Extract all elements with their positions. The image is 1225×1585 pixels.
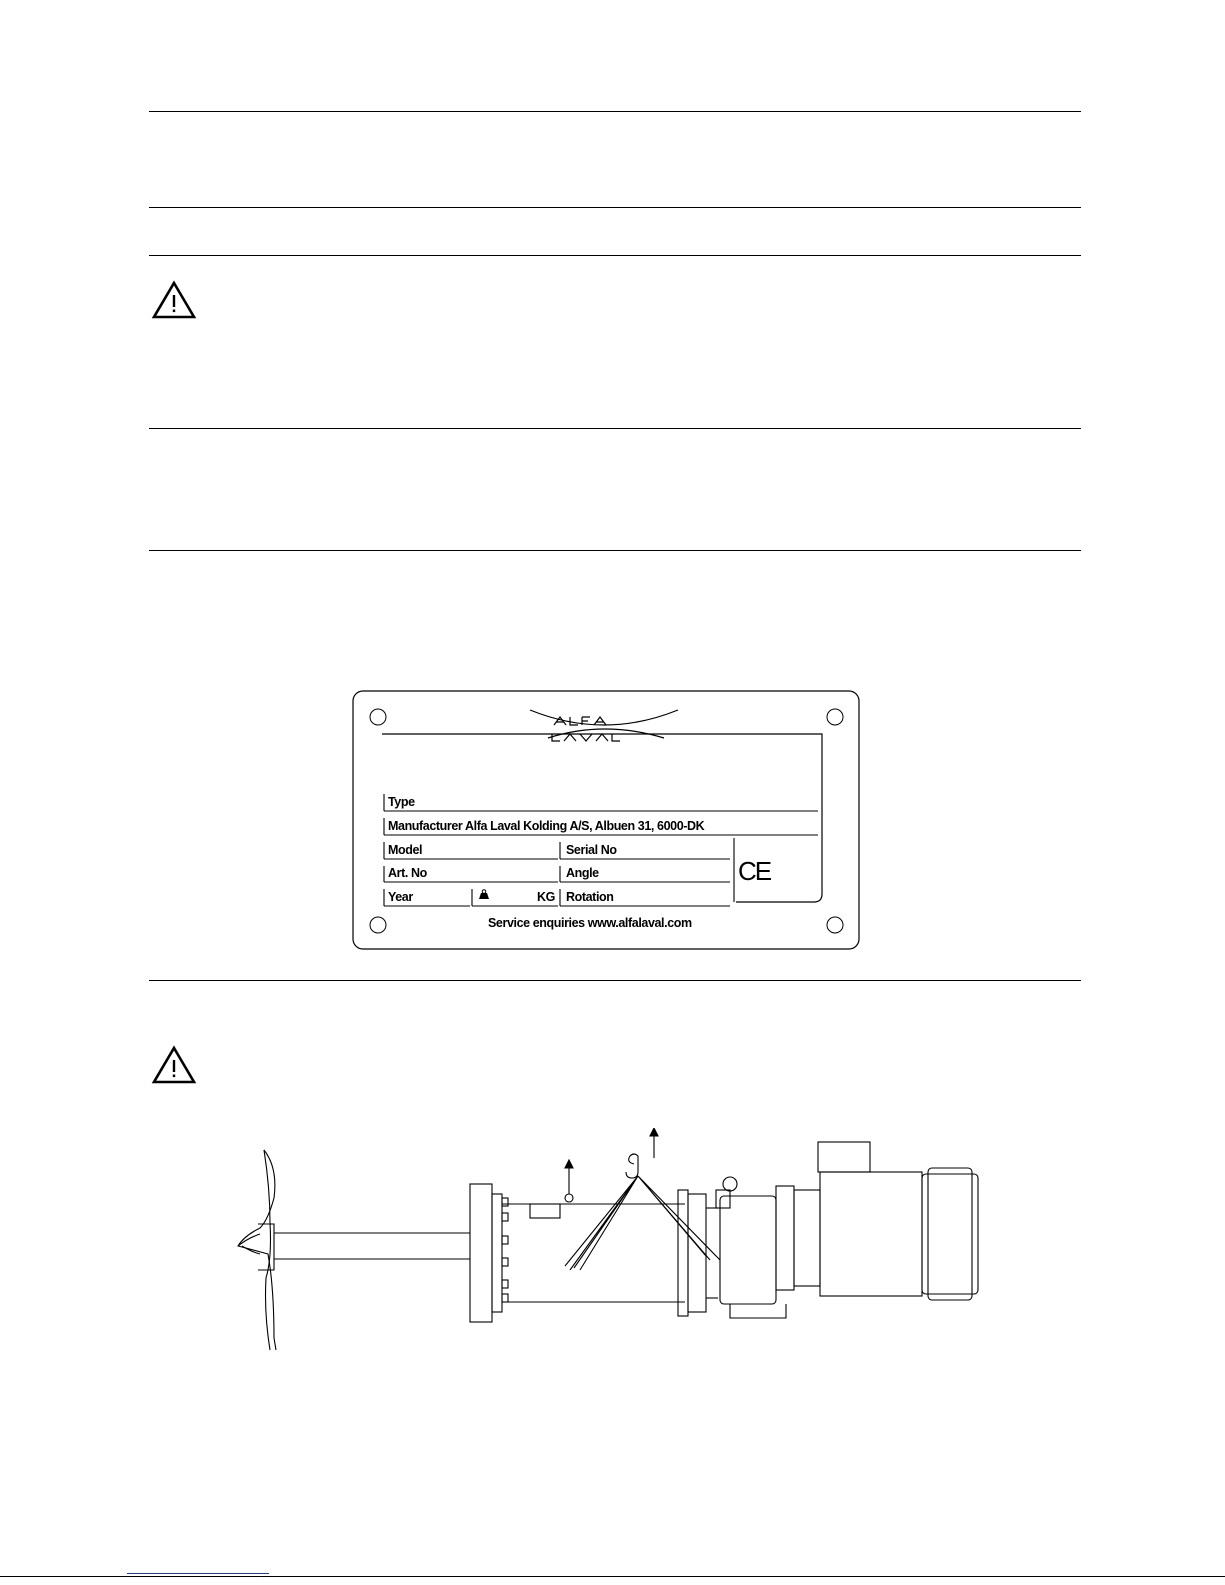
year-label: Year	[388, 890, 413, 904]
separator-rule-3	[149, 255, 1081, 256]
manufacturer-text: Manufacturer Alfa Laval Kolding A/S, Albuen 31, 6000-DK	[388, 819, 705, 833]
type-label: Type	[388, 795, 415, 809]
footer-rule	[0, 1576, 1225, 1577]
separator-rule-4	[149, 428, 1081, 429]
footer-link-underline[interactable]	[127, 1573, 269, 1574]
service-text: Service enquiries www.alfalaval.com	[488, 916, 692, 930]
warning-triangle-icon	[151, 280, 197, 320]
nameplate	[352, 690, 862, 952]
rotation-label: Rotation	[566, 890, 614, 904]
serial-label: Serial No	[566, 843, 617, 857]
warning-triangle-icon	[151, 1045, 197, 1085]
separator-rule-6	[149, 980, 1081, 981]
separator-rule-1	[149, 111, 1081, 112]
agitator-lifting-drawing	[230, 1128, 1000, 1368]
separator-rule-2	[149, 207, 1081, 208]
separator-rule-5	[149, 550, 1081, 551]
weight-unit: KG	[537, 890, 555, 904]
model-label: Model	[388, 843, 423, 857]
angle-label: Angle	[566, 866, 599, 880]
ce-mark: CE	[738, 856, 771, 886]
artno-label: Art. No	[388, 866, 427, 880]
